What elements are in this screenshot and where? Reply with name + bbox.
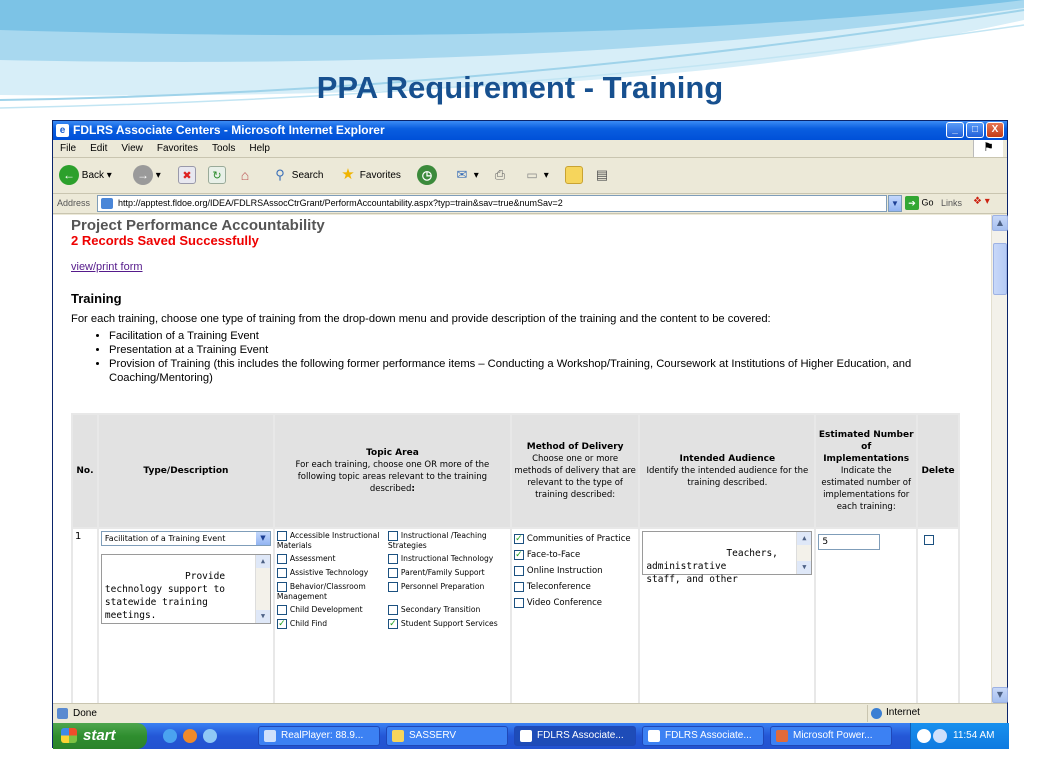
address-bar <box>53 194 1007 214</box>
chevron-down-icon: ▼ <box>256 532 270 545</box>
windows-flag-icon: ⚑ <box>973 140 1003 157</box>
description-textarea[interactable] <box>101 554 271 624</box>
topic-cell <box>275 529 510 709</box>
refresh-button[interactable] <box>208 165 226 187</box>
go-arrow-icon: ➔ <box>905 196 919 210</box>
search-label: Search <box>291 170 324 181</box>
scroll-up-icon: ▲ <box>256 555 270 568</box>
checkbox[interactable]: ✓ <box>278 619 286 629</box>
minimize-button[interactable]: _ <box>946 122 964 138</box>
favorites-button[interactable] <box>339 165 401 187</box>
menu-file[interactable]: File <box>60 143 77 154</box>
method-option[interactable] <box>514 531 636 547</box>
status-text: Done <box>73 708 97 719</box>
topic-option[interactable] <box>388 619 508 629</box>
research-icon: ▤ <box>595 167 609 183</box>
slide-title: PPA Requirement - Training <box>316 70 724 105</box>
menu-favorites[interactable]: Favorites <box>156 143 198 154</box>
folder-icon <box>565 166 583 184</box>
ie-logo-icon: e <box>56 124 69 137</box>
task-fdlrs-1[interactable] <box>514 726 636 746</box>
list-item: • Provision of Training (this includes the following former performance items – Conducting a Workshop/Training, Coursework at Institutions of Higher Education, and Coaching/Mentoring) <box>109 357 969 385</box>
type-select[interactable] <box>101 531 271 546</box>
table-row <box>73 529 958 709</box>
checkbox-label: Behavior/Classroom Management <box>276 582 366 601</box>
topic-checklist <box>277 531 508 629</box>
checkbox-label: Instructional Technology <box>400 554 494 563</box>
task-label: Microsoft Power... <box>793 730 873 741</box>
back-label: Back <box>81 170 105 181</box>
checkbox-label: Assistive Technology <box>289 568 369 577</box>
checkbox[interactable]: ✓ <box>515 549 523 560</box>
header-method: Method of Delivery Choose one or more methods of delivery that are relevant to the type of training described: <box>512 415 638 527</box>
task-label: FDLRS Associate... <box>665 730 752 741</box>
page-icon <box>101 198 113 209</box>
ie-page-icon <box>520 730 532 742</box>
refresh-icon: ↻ <box>208 166 226 184</box>
menu-tools[interactable]: Tools <box>211 143 236 154</box>
checkbox-label: Video Conference <box>526 598 603 608</box>
checkbox[interactable] <box>388 531 398 541</box>
audience-cell <box>640 529 814 709</box>
page-done-icon <box>57 708 68 719</box>
topic-option[interactable] <box>277 568 385 578</box>
scroll-up-icon: ▲ <box>797 532 811 545</box>
list-item: • Presentation at a Training Event <box>109 343 969 357</box>
taskbar <box>53 723 1009 749</box>
standard-toolbar <box>53 158 1007 194</box>
ie-page-icon <box>648 730 660 742</box>
checkbox-label: Parent/Family Support <box>400 568 485 577</box>
history-icon: ◷ <box>417 165 437 185</box>
volume-icon[interactable] <box>933 729 947 743</box>
back-arrow-icon: ← <box>59 165 79 185</box>
checkbox[interactable] <box>277 531 287 541</box>
start-label: start <box>83 727 116 744</box>
edit-button[interactable]: ▭ ▾ <box>523 165 549 187</box>
checkbox[interactable] <box>388 582 398 592</box>
checkbox[interactable] <box>514 566 524 576</box>
audience-text: Teachers, administrative staff, and other <box>646 548 778 585</box>
header-audience: Intended Audience Identify the intended audience for the training described. <box>640 415 814 527</box>
header-delete: Delete <box>918 415 958 527</box>
menu-view[interactable]: View <box>121 143 143 154</box>
topic-option[interactable] <box>277 619 385 629</box>
outlook-quicklaunch-icon[interactable] <box>183 729 197 743</box>
method-checklist <box>514 531 636 611</box>
security-zone <box>867 705 987 722</box>
instructions-text: For each training, choose one type of training from the drop-down menu and provide description of the training and the content to be covered: <box>71 313 771 325</box>
topic-option[interactable] <box>388 568 508 578</box>
header-estimated: Estimated Number of Implementations Indicate the estimated number of implementations for each training: <box>816 415 916 527</box>
edit-icon: ▭ <box>526 168 538 183</box>
history-button[interactable] <box>417 165 437 187</box>
method-option[interactable] <box>514 563 636 579</box>
topic-option[interactable] <box>388 605 508 615</box>
header-type: Type/Description <box>99 415 273 527</box>
task-label: FDLRS Associate... <box>537 730 624 741</box>
favorites-label: Favorites <box>359 170 401 181</box>
task-sasserv[interactable] <box>386 726 508 746</box>
realplayer-icon <box>264 730 276 742</box>
checkbox-label: Accessible Instructional Materials <box>276 531 380 550</box>
scroll-thumb[interactable] <box>993 243 1007 295</box>
media-quicklaunch-icon[interactable] <box>203 729 217 743</box>
home-icon: ⌂ <box>240 167 250 184</box>
page-scrollbar[interactable] <box>991 215 1007 703</box>
forward-button[interactable]: → ▾ <box>133 165 161 187</box>
checkbox-label: Teleconference <box>526 582 591 592</box>
research-button[interactable] <box>593 165 611 187</box>
stop-icon: ✖ <box>178 166 196 184</box>
list-item: • Facilitation of a Training Event <box>109 329 969 343</box>
saved-message: 2 Records Saved Successfully <box>71 233 259 248</box>
checkbox[interactable] <box>277 554 287 564</box>
topic-option[interactable] <box>388 531 508 550</box>
checkbox[interactable] <box>388 568 398 578</box>
topic-option[interactable] <box>277 605 385 615</box>
print-icon: ⎙ <box>494 167 506 183</box>
type-cell <box>99 529 273 709</box>
description-text: Provide technology support to statewide training meetings. <box>104 571 231 621</box>
menu-help[interactable]: Help <box>249 143 270 154</box>
home-button[interactable] <box>236 165 254 187</box>
training-table <box>71 413 960 711</box>
section-heading: Training <box>71 291 122 306</box>
tray-icon[interactable] <box>917 729 931 743</box>
checkbox[interactable] <box>388 554 398 564</box>
forward-arrow-icon: → <box>133 165 153 185</box>
task-realplayer[interactable] <box>258 726 380 746</box>
menu-edit[interactable]: Edit <box>90 143 108 154</box>
maximize-button[interactable]: □ <box>966 122 984 138</box>
textarea-scrollbar[interactable] <box>255 555 270 623</box>
topic-option[interactable] <box>277 554 385 564</box>
mail-icon: ✉ <box>456 167 468 183</box>
address-input[interactable] <box>97 195 887 212</box>
scroll-down-icon[interactable]: ▼ <box>992 687 1008 703</box>
address-dropdown-button[interactable]: ▼ <box>888 195 902 212</box>
globe-icon <box>871 708 882 719</box>
checkbox-label: Communities of Practice <box>526 534 631 544</box>
mail-button[interactable]: ✉ ▾ <box>453 165 479 187</box>
type-select-value: Facilitation of a Training Event <box>104 534 226 543</box>
go-label: Go <box>921 197 934 208</box>
scroll-down-icon: ▼ <box>797 561 811 574</box>
folder-button[interactable] <box>565 165 583 187</box>
address-label: Address <box>57 198 91 208</box>
ie-quicklaunch-icon[interactable] <box>163 729 177 743</box>
status-bar <box>53 703 1007 723</box>
task-label: RealPlayer: 88.9... <box>281 730 364 741</box>
method-option[interactable] <box>514 547 636 563</box>
search-icon: ⚲ <box>275 167 285 183</box>
delete-checkbox[interactable] <box>924 535 934 545</box>
checkbox[interactable] <box>277 582 287 592</box>
window-titlebar[interactable] <box>53 121 1007 140</box>
topic-option[interactable] <box>388 582 508 601</box>
windows-flag-icon <box>61 728 77 743</box>
print-button[interactable] <box>491 165 509 187</box>
checkbox-label: Secondary Transition <box>400 605 481 614</box>
delete-cell <box>918 529 958 709</box>
checkbox[interactable] <box>514 598 524 608</box>
row-number: 1 <box>73 529 97 709</box>
checkbox-label: Online Instruction <box>526 566 603 576</box>
close-button[interactable]: X <box>986 122 1004 138</box>
system-tray <box>910 723 1009 749</box>
checkbox-label: Assessment <box>289 554 336 563</box>
checkbox-label: Child Development <box>289 605 363 614</box>
window-title: FDLRS Associate Centers - Microsoft Internet Explorer <box>73 123 385 137</box>
task-powerpoint[interactable] <box>770 726 892 746</box>
checkbox-label: Student Support Services <box>400 619 498 628</box>
table-header-row <box>73 415 958 527</box>
audience-textarea[interactable] <box>642 531 812 585</box>
training-type-list <box>109 329 969 385</box>
estimated-input[interactable]: 5 <box>818 534 880 550</box>
checkbox[interactable] <box>277 605 287 615</box>
back-button[interactable]: ← Back ▾ <box>59 165 112 187</box>
checkbox-label: Child Find <box>289 619 328 628</box>
task-label: SASSERV <box>409 730 457 741</box>
topic-option[interactable] <box>388 554 508 564</box>
checkbox-label: Instructional /Teaching Strategies <box>387 531 487 550</box>
page-heading: Project Performance Accountability <box>71 217 325 234</box>
links-button[interactable]: Links <box>941 198 963 208</box>
links-menu-icon[interactable]: ❖ ▾ <box>973 196 990 207</box>
header-no: No. <box>73 415 97 527</box>
start-button[interactable] <box>53 723 147 749</box>
scroll-down-icon: ▼ <box>256 610 270 623</box>
address-url: http://apptest.fldoe.org/IDEA/FDLRSAssocCtrGrant/PerformAccountability.aspx?typ=train&sav=true&numSav=2 <box>118 198 563 208</box>
browser-window <box>52 120 1008 748</box>
folder-icon <box>392 730 404 742</box>
checkbox[interactable]: ✓ <box>515 533 523 544</box>
header-topic: Topic Area For each training, choose one OR more of the following topic areas relevant to the training described: <box>275 415 510 527</box>
checkbox-label: Personnel Preparation <box>400 582 485 591</box>
topic-option[interactable] <box>277 582 385 601</box>
zone-label: Internet <box>886 707 920 718</box>
task-fdlrs-2[interactable] <box>642 726 764 746</box>
checkbox[interactable] <box>388 605 398 615</box>
view-print-link[interactable]: view/print form <box>71 261 143 273</box>
estimated-cell <box>816 529 916 709</box>
checkbox[interactable]: ✓ <box>389 619 397 629</box>
checkbox-label: Face-to-Face <box>526 550 581 560</box>
stop-button[interactable] <box>178 165 196 187</box>
method-cell <box>512 529 638 709</box>
checkbox[interactable] <box>277 568 287 578</box>
menu-bar <box>53 140 1007 158</box>
checkbox[interactable] <box>514 582 524 592</box>
scroll-up-icon[interactable]: ▲ <box>992 215 1008 231</box>
search-button[interactable] <box>271 165 323 187</box>
go-button[interactable] <box>905 196 934 210</box>
star-icon: ★ <box>341 166 355 184</box>
clock: 11:54 AM <box>953 730 995 741</box>
topic-option[interactable] <box>277 531 385 550</box>
textarea-scrollbar[interactable] <box>796 532 811 574</box>
powerpoint-icon <box>776 730 788 742</box>
method-option[interactable] <box>514 579 636 595</box>
page-content <box>53 215 991 703</box>
method-option[interactable] <box>514 595 636 611</box>
